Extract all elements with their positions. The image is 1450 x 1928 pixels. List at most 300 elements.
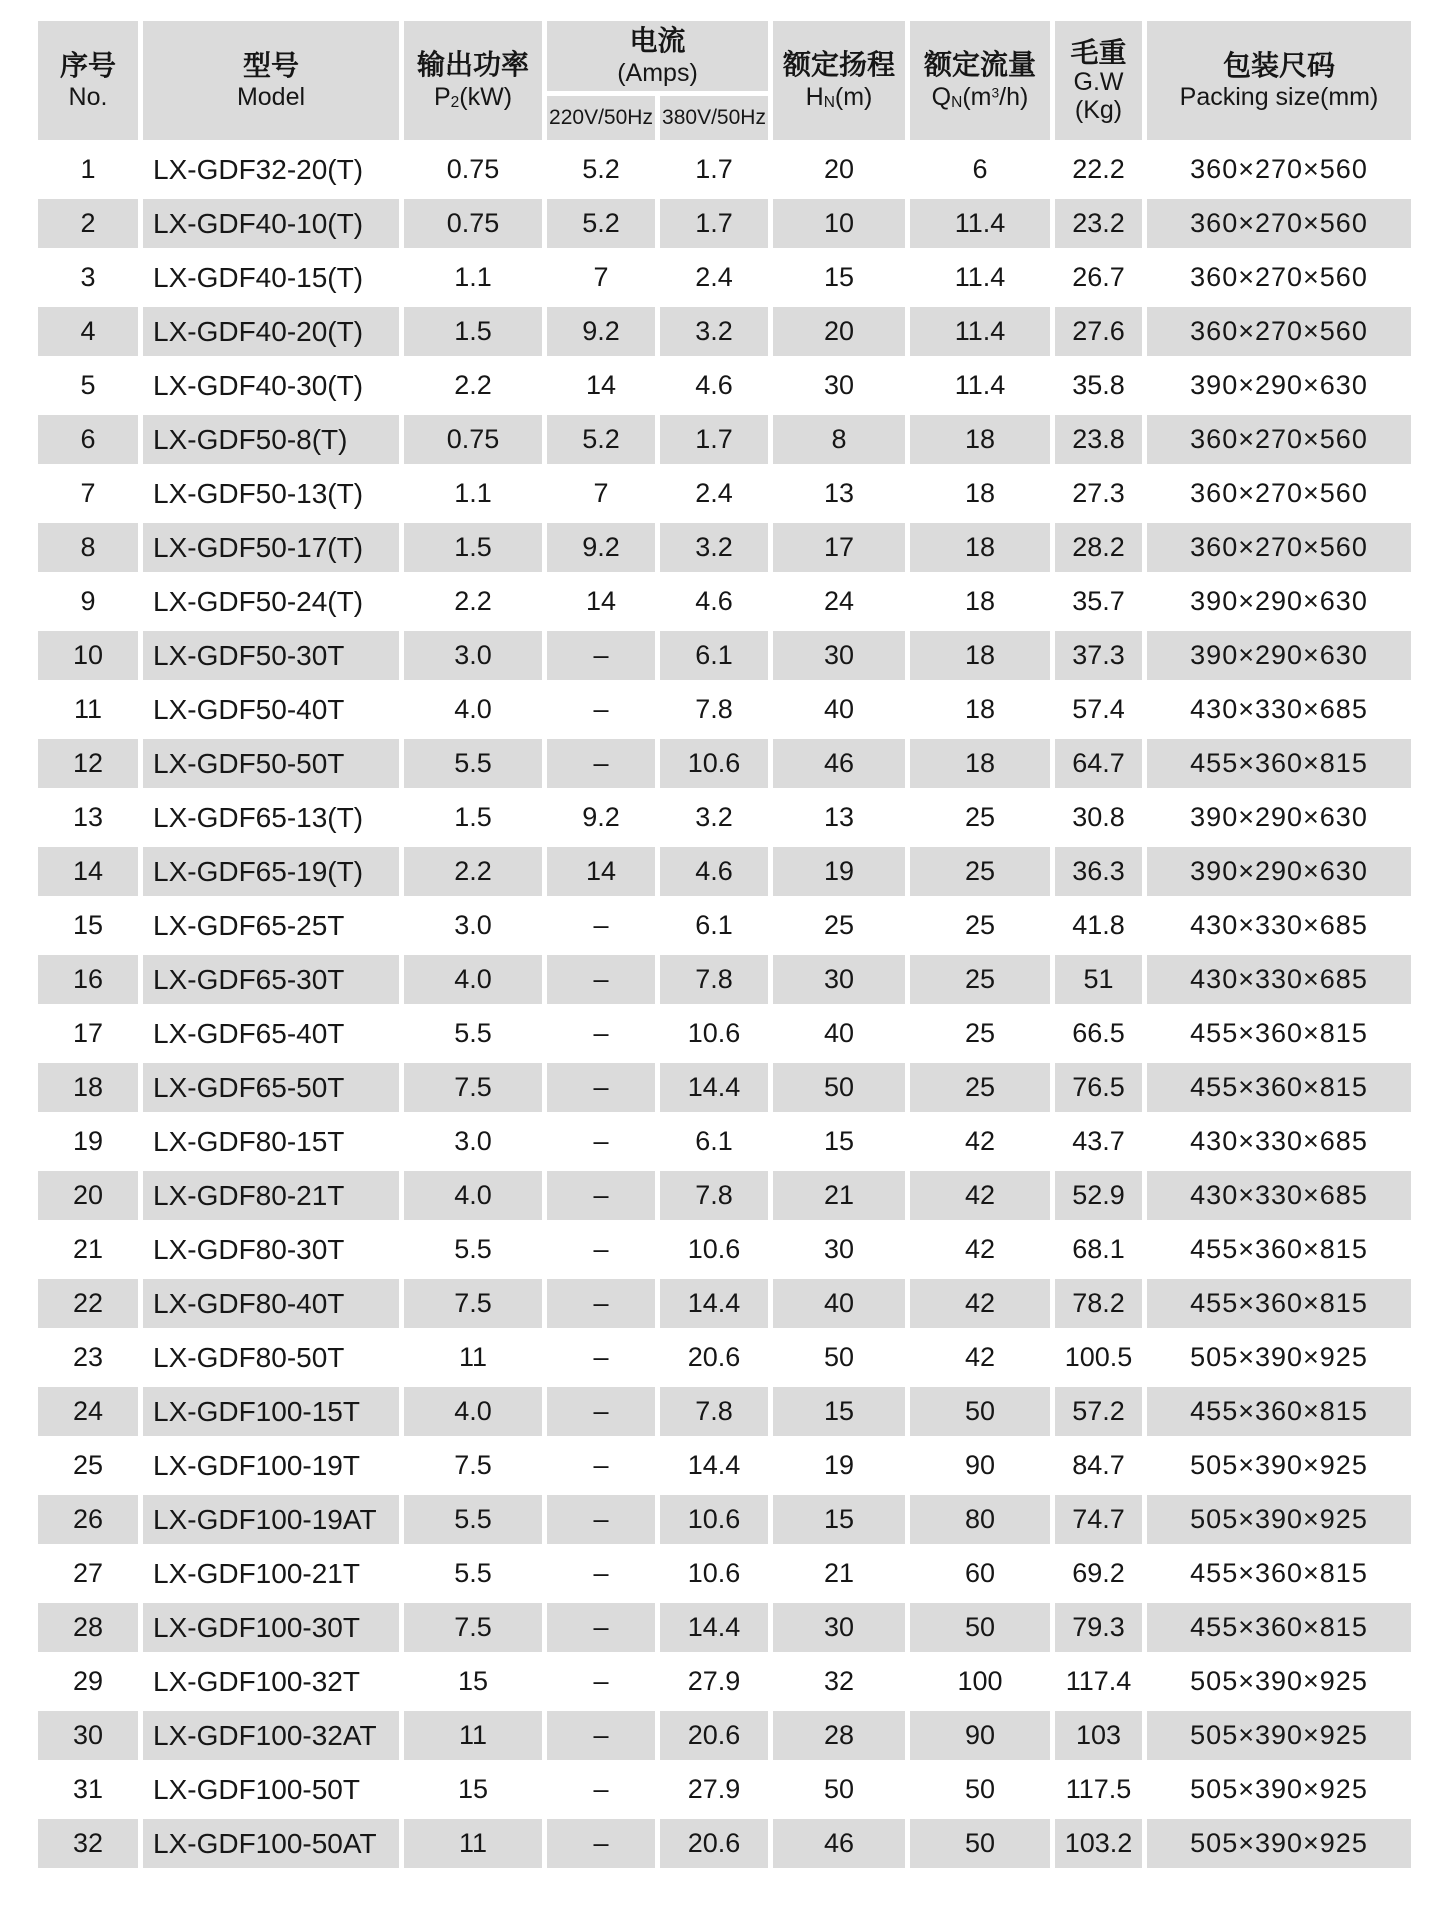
cell-rated-head: 19 <box>773 847 905 896</box>
cell-no: 30 <box>38 1711 138 1760</box>
cell-rated-head: 21 <box>773 1171 905 1220</box>
cell-model: LX-GDF100-21T <box>153 1557 360 1589</box>
cell-no: 31 <box>72 1774 104 1804</box>
cell-packing-size: 360×270×560 <box>1190 478 1368 508</box>
cell-packing-size: 430×330×685 <box>1147 955 1411 1004</box>
cell-gross-weight: 22.2 <box>1072 154 1125 184</box>
cell-gross-weight: 57.4 <box>1072 694 1125 724</box>
cell-gross-weight: 69.2 <box>1072 1558 1125 1588</box>
cell-rated-flow: 42 <box>910 1171 1050 1220</box>
cell-output-power: 11 <box>458 1342 488 1372</box>
cell-output-power: 2.2 <box>404 847 542 896</box>
cell-current-220v: – <box>547 1603 655 1652</box>
col-header-flow <box>910 21 1050 140</box>
cell-current-380v: 27.9 <box>687 1666 741 1696</box>
cell-current-220v: – <box>593 910 609 940</box>
cell-output-power: 5.5 <box>404 739 542 788</box>
cell-model: LX-GDF40-15(T) <box>153 261 364 293</box>
cell-rated-flow: 100 <box>957 1666 1003 1696</box>
table-row <box>38 1495 1411 1544</box>
cell-no: 12 <box>38 739 138 788</box>
cell-gross-weight: 79.3 <box>1055 1603 1142 1652</box>
col-header-packing <box>1147 21 1411 140</box>
col-header-model-en: Model <box>236 83 306 112</box>
cell-model: LX-GDF50-17(T) <box>143 523 399 572</box>
cell-rated-flow: 6 <box>972 154 988 184</box>
cell-current-220v: 9.2 <box>547 523 655 572</box>
cell-packing-size: 430×330×685 <box>1190 694 1368 724</box>
cell-current-220v: – <box>547 1063 655 1112</box>
cell-gross-weight: 100.5 <box>1064 1342 1133 1372</box>
cell-model: LX-GDF50-30T <box>143 631 399 680</box>
cell-no: 10 <box>38 631 138 680</box>
cell-rated-head: 50 <box>823 1774 855 1804</box>
table-row <box>38 1063 1411 1112</box>
cell-output-power: 7.5 <box>404 1063 542 1112</box>
cell-rated-flow: 42 <box>964 1234 996 1264</box>
cell-rated-flow: 42 <box>964 1126 996 1156</box>
cell-packing-size: 455×360×815 <box>1190 1558 1368 1588</box>
cell-current-380v: 10.6 <box>660 1495 768 1544</box>
cell-no: 9 <box>80 586 96 616</box>
cell-rated-head: 46 <box>773 739 905 788</box>
cell-current-220v: 7 <box>593 478 609 508</box>
cell-current-380v: 7.8 <box>695 694 733 724</box>
cell-output-power: 0.75 <box>446 154 500 184</box>
table-row <box>38 523 1411 572</box>
cell-current-220v: – <box>593 1558 609 1588</box>
table-row <box>38 1765 1411 1814</box>
cell-current-220v: – <box>547 1711 655 1760</box>
cell-current-220v: – <box>593 1234 609 1264</box>
cell-current-380v: 20.6 <box>660 1711 768 1760</box>
cell-packing-size: 360×270×560 <box>1147 307 1411 356</box>
cell-rated-head: 30 <box>773 631 905 680</box>
table-row <box>38 1387 1411 1436</box>
cell-gross-weight: 84.7 <box>1072 1450 1125 1480</box>
table-row <box>38 631 1411 680</box>
cell-model: LX-GDF80-30T <box>153 1233 345 1265</box>
cell-current-380v: 27.9 <box>687 1774 741 1804</box>
cell-current-380v: 2.4 <box>695 478 733 508</box>
table-row <box>38 253 1411 302</box>
cell-model: LX-GDF40-30(T) <box>153 369 364 401</box>
cell-current-380v: 1.7 <box>695 154 733 184</box>
cell-gross-weight: 103.2 <box>1055 1819 1142 1868</box>
cell-no: 21 <box>72 1234 104 1264</box>
cell-output-power: 0.75 <box>404 415 542 464</box>
cell-current-380v: 10.6 <box>687 1018 741 1048</box>
cell-model: LX-GDF50-50T <box>143 739 399 788</box>
cell-packing-size: 505×390×925 <box>1190 1450 1368 1480</box>
cell-rated-flow: 18 <box>910 415 1050 464</box>
col-header-model-zh: 型号 <box>242 49 299 81</box>
table-row <box>38 361 1411 410</box>
cell-packing-size: 455×360×815 <box>1147 1603 1411 1652</box>
cell-rated-flow: 11.4 <box>910 307 1050 356</box>
cell-gross-weight: 37.3 <box>1055 631 1142 680</box>
cell-gross-weight: 27.3 <box>1072 478 1125 508</box>
cell-packing-size: 455×360×815 <box>1147 1279 1411 1328</box>
cell-output-power: 11 <box>404 1819 542 1868</box>
cell-model: LX-GDF100-50T <box>153 1773 360 1805</box>
cell-gross-weight: 41.8 <box>1072 910 1125 940</box>
cell-packing-size: 505×390×925 <box>1147 1819 1411 1868</box>
col-header-head <box>773 21 905 140</box>
cell-packing-size: 505×390×925 <box>1147 1495 1411 1544</box>
table-row <box>38 307 1411 356</box>
cell-model: LX-GDF65-30T <box>143 955 399 1004</box>
table-header <box>38 21 1411 140</box>
cell-current-220v: – <box>547 955 655 1004</box>
cell-gross-weight: 35.7 <box>1072 586 1125 616</box>
cell-no: 26 <box>38 1495 138 1544</box>
cell-current-380v: 3.2 <box>660 523 768 572</box>
cell-rated-head: 8 <box>773 415 905 464</box>
cell-no: 4 <box>38 307 138 356</box>
cell-gross-weight: 23.8 <box>1055 415 1142 464</box>
cell-rated-head: 30 <box>823 1234 855 1264</box>
cell-current-380v: 14.4 <box>660 1063 768 1112</box>
cell-current-220v: 9.2 <box>547 307 655 356</box>
cell-packing-size: 455×360×815 <box>1190 1018 1368 1048</box>
cell-gross-weight: 23.2 <box>1055 199 1142 248</box>
col-header-weight-gw: G.W <box>1073 68 1124 97</box>
cell-output-power: 4.0 <box>404 955 542 1004</box>
cell-rated-flow: 50 <box>910 1603 1050 1652</box>
cell-current-380v: 10.6 <box>687 1558 741 1588</box>
cell-no: 8 <box>38 523 138 572</box>
cell-no: 32 <box>38 1819 138 1868</box>
cell-model: LX-GDF50-40T <box>153 693 345 725</box>
cell-no: 23 <box>72 1342 104 1372</box>
cell-rated-head: 13 <box>823 478 855 508</box>
cell-output-power: 4.0 <box>404 1387 542 1436</box>
cell-model: LX-GDF50-8(T) <box>143 415 399 464</box>
cell-rated-flow: 25 <box>910 847 1050 896</box>
cell-current-220v: – <box>593 1666 609 1696</box>
cell-output-power: 1.1 <box>454 262 492 292</box>
col-header-no-zh: 序号 <box>59 49 116 81</box>
cell-rated-flow: 42 <box>910 1279 1050 1328</box>
cell-output-power: 1.5 <box>404 523 542 572</box>
cell-rated-head: 30 <box>773 1603 905 1652</box>
cell-rated-flow: 60 <box>964 1558 996 1588</box>
cell-gross-weight: 51 <box>1055 955 1142 1004</box>
cell-rated-head: 10 <box>773 199 905 248</box>
cell-output-power: 15 <box>457 1774 489 1804</box>
cell-current-220v: 7 <box>593 262 609 292</box>
cell-no: 29 <box>72 1666 104 1696</box>
cell-packing-size: 360×270×560 <box>1147 523 1411 572</box>
cell-current-380v: 10.6 <box>660 739 768 788</box>
cell-rated-head: 30 <box>773 955 905 1004</box>
cell-rated-flow: 18 <box>964 478 996 508</box>
cell-output-power: 15 <box>457 1666 489 1696</box>
col-header-220v: 220V/50Hz <box>547 96 655 140</box>
cell-output-power: 2.2 <box>454 586 492 616</box>
col-header-head-zh: 额定扬程 <box>782 49 895 81</box>
cell-output-power: 7.5 <box>404 1279 542 1328</box>
cell-no: 15 <box>72 910 104 940</box>
table-row <box>38 1333 1411 1382</box>
cell-rated-flow: 50 <box>964 1774 996 1804</box>
cell-current-380v: 7.8 <box>660 1171 768 1220</box>
cell-current-380v: 4.6 <box>660 847 768 896</box>
cell-current-380v: 1.7 <box>660 199 768 248</box>
cell-no: 22 <box>38 1279 138 1328</box>
cell-output-power: 1.1 <box>454 478 492 508</box>
col-header-380v: 380V/50Hz <box>660 96 768 140</box>
col-header-power <box>404 21 542 140</box>
cell-model: LX-GDF100-30T <box>143 1603 399 1652</box>
table-row <box>38 1819 1411 1868</box>
cell-model: LX-GDF80-21T <box>143 1171 399 1220</box>
cell-current-380v: 10.6 <box>687 1234 741 1264</box>
cell-output-power: 5.5 <box>454 1558 492 1588</box>
cell-output-power: 5.5 <box>404 1495 542 1544</box>
cell-rated-head: 28 <box>773 1711 905 1760</box>
cell-packing-size: 430×330×685 <box>1190 910 1368 940</box>
cell-no: 24 <box>38 1387 138 1436</box>
table-row <box>38 1117 1411 1166</box>
cell-rated-head: 15 <box>823 1126 855 1156</box>
cell-current-380v: 1.7 <box>660 415 768 464</box>
cell-current-380v: 6.1 <box>695 910 733 940</box>
cell-current-220v: 14 <box>585 370 617 400</box>
cell-rated-head: 17 <box>773 523 905 572</box>
cell-current-220v: – <box>593 1018 609 1048</box>
cell-packing-size: 505×390×925 <box>1190 1342 1368 1372</box>
cell-no: 5 <box>80 370 96 400</box>
cell-packing-size: 505×390×925 <box>1147 1711 1411 1760</box>
cell-output-power: 5.5 <box>454 1018 492 1048</box>
cell-output-power: 1.5 <box>404 307 542 356</box>
cell-model: LX-GDF65-50T <box>143 1063 399 1112</box>
cell-no: 14 <box>38 847 138 896</box>
table-row <box>38 739 1411 788</box>
cell-packing-size: 505×390×925 <box>1190 1774 1368 1804</box>
cell-packing-size: 430×330×685 <box>1190 1126 1368 1156</box>
cell-model: LX-GDF50-13(T) <box>153 477 364 509</box>
cell-current-380v: 3.2 <box>660 307 768 356</box>
cell-model: LX-GDF100-19AT <box>143 1495 399 1544</box>
cell-gross-weight: 30.8 <box>1072 802 1125 832</box>
col-header-current-zh: 电流 <box>629 25 686 57</box>
cell-model: LX-GDF40-10(T) <box>143 199 399 248</box>
cell-model: LX-GDF65-40T <box>153 1017 345 1049</box>
cell-rated-flow: 18 <box>910 739 1050 788</box>
table-row <box>38 1603 1411 1652</box>
cell-current-220v: – <box>547 1279 655 1328</box>
cell-rated-head: 20 <box>823 154 855 184</box>
cell-no: 11 <box>73 694 103 724</box>
cell-rated-flow: 18 <box>910 523 1050 572</box>
cell-gross-weight: 103 <box>1055 1711 1142 1760</box>
cell-no: 28 <box>38 1603 138 1652</box>
cell-current-380v: 20.6 <box>660 1819 768 1868</box>
cell-model: LX-GDF80-40T <box>143 1279 399 1328</box>
col-header-flow-en: $QN(m^3/h)$ <box>931 83 1029 112</box>
col-header-no <box>38 21 138 140</box>
cell-gross-weight: 66.5 <box>1072 1018 1125 1048</box>
cell-model: LX-GDF65-19(T) <box>143 847 399 896</box>
cell-current-220v: 5.2 <box>547 415 655 464</box>
cell-no: 2 <box>38 199 138 248</box>
pump-spec-table <box>33 16 1416 1873</box>
table-row <box>38 1279 1411 1328</box>
cell-current-220v: – <box>547 1387 655 1436</box>
cell-current-220v: – <box>547 631 655 680</box>
cell-packing-size: 455×360×815 <box>1147 1387 1411 1436</box>
cell-packing-size: 455×360×815 <box>1147 739 1411 788</box>
table-row <box>38 793 1411 842</box>
cell-current-380v: 14.4 <box>660 1279 768 1328</box>
table-row <box>38 1441 1411 1490</box>
cell-no: 3 <box>80 262 96 292</box>
cell-rated-head: 19 <box>823 1450 855 1480</box>
cell-packing-size: 390×290×630 <box>1147 631 1411 680</box>
cell-current-220v: 5.2 <box>582 154 620 184</box>
cell-model: LX-GDF100-32T <box>153 1665 360 1697</box>
table-row <box>38 199 1411 248</box>
cell-model: LX-GDF100-19T <box>153 1449 360 1481</box>
cell-packing-size: 455×360×815 <box>1190 1234 1368 1264</box>
cell-rated-head: 40 <box>823 1018 855 1048</box>
cell-rated-flow: 11.4 <box>954 262 1006 292</box>
cell-current-220v: – <box>593 1774 609 1804</box>
cell-rated-head: 21 <box>823 1558 855 1588</box>
table-row <box>38 415 1411 464</box>
cell-model: LX-GDF40-20(T) <box>143 307 399 356</box>
cell-rated-flow: 90 <box>964 1450 996 1480</box>
table-row <box>38 1225 1411 1274</box>
cell-current-220v: – <box>593 1450 609 1480</box>
cell-packing-size: 390×290×630 <box>1190 802 1368 832</box>
cell-rated-flow: 18 <box>964 586 996 616</box>
cell-no: 25 <box>72 1450 104 1480</box>
cell-gross-weight: 26.7 <box>1072 262 1125 292</box>
cell-rated-head: 40 <box>773 1279 905 1328</box>
cell-rated-flow: 25 <box>910 955 1050 1004</box>
table-row <box>38 685 1411 734</box>
cell-gross-weight: 76.5 <box>1055 1063 1142 1112</box>
cell-output-power: 4.0 <box>404 1171 542 1220</box>
cell-model: LX-GDF32-20(T) <box>153 153 364 185</box>
cell-current-220v: – <box>547 1495 655 1544</box>
cell-output-power: 1.5 <box>454 802 492 832</box>
cell-model: LX-GDF100-15T <box>143 1387 399 1436</box>
cell-rated-flow: 25 <box>910 1063 1050 1112</box>
col-header-flow-zh: 额定流量 <box>923 49 1036 81</box>
cell-model: LX-GDF100-32AT <box>143 1711 399 1760</box>
cell-current-380v: 2.4 <box>695 262 733 292</box>
cell-rated-head: 15 <box>823 262 855 292</box>
col-header-no-en: No. <box>68 83 108 112</box>
cell-gross-weight: 74.7 <box>1055 1495 1142 1544</box>
cell-current-380v: 4.6 <box>695 586 733 616</box>
cell-current-220v: – <box>593 1342 609 1372</box>
col-header-weight-kg: (Kg) <box>1074 96 1123 125</box>
cell-current-220v: 14 <box>547 847 655 896</box>
col-header-model <box>143 21 399 140</box>
cell-packing-size: 390×290×630 <box>1190 370 1368 400</box>
cell-current-380v: 4.6 <box>695 370 733 400</box>
cell-current-220v: – <box>593 694 609 724</box>
cell-output-power: 3.0 <box>404 631 542 680</box>
cell-model: LX-GDF50-24(T) <box>153 585 364 617</box>
table-row <box>38 1711 1411 1760</box>
table-row <box>38 955 1411 1004</box>
cell-rated-flow: 25 <box>964 1018 996 1048</box>
table-row <box>38 847 1411 896</box>
cell-current-380v: 14.4 <box>660 1603 768 1652</box>
cell-rated-head: 25 <box>823 910 855 940</box>
table-body <box>38 145 1411 1868</box>
col-header-packing-en: Packing size(mm) <box>1179 83 1379 112</box>
cell-no: 7 <box>80 478 96 508</box>
cell-output-power: 5.5 <box>454 1234 492 1264</box>
table-row <box>38 1009 1411 1058</box>
cell-model: LX-GDF80-15T <box>153 1125 345 1157</box>
cell-rated-flow: 18 <box>964 694 996 724</box>
cell-model: LX-GDF100-50AT <box>143 1819 399 1868</box>
cell-current-220v: – <box>547 1171 655 1220</box>
cell-rated-head: 40 <box>823 694 855 724</box>
cell-no: 27 <box>72 1558 104 1588</box>
cell-no: 20 <box>38 1171 138 1220</box>
cell-rated-head: 13 <box>823 802 855 832</box>
cell-output-power: 2.2 <box>454 370 492 400</box>
cell-model: LX-GDF65-13(T) <box>153 801 364 833</box>
cell-gross-weight: 43.7 <box>1072 1126 1125 1156</box>
cell-packing-size: 430×330×685 <box>1147 1171 1411 1220</box>
cell-rated-head: 20 <box>773 307 905 356</box>
col-header-head-en: HN(m) <box>805 83 873 112</box>
cell-no: 13 <box>72 802 104 832</box>
cell-rated-head: 15 <box>773 1495 905 1544</box>
cell-rated-head: 50 <box>823 1342 855 1372</box>
cell-rated-flow: 90 <box>910 1711 1050 1760</box>
col-header-current-en: (Amps) <box>617 58 698 87</box>
cell-rated-flow: 11.4 <box>910 199 1050 248</box>
cell-no: 17 <box>72 1018 104 1048</box>
col-header-power-en: P2(kW) <box>433 83 513 112</box>
col-header-weight <box>1055 21 1142 140</box>
table-row <box>38 1549 1411 1598</box>
cell-output-power: 3.0 <box>454 910 492 940</box>
cell-output-power: 7.5 <box>454 1450 492 1480</box>
table-row <box>38 1657 1411 1706</box>
cell-no: 6 <box>38 415 138 464</box>
cell-rated-flow: 50 <box>910 1819 1050 1868</box>
cell-current-380v: 14.4 <box>687 1450 741 1480</box>
cell-rated-flow: 50 <box>910 1387 1050 1436</box>
cell-current-380v: 3.2 <box>695 802 733 832</box>
cell-current-220v: 5.2 <box>547 199 655 248</box>
cell-no: 1 <box>80 154 96 184</box>
cell-output-power: 4.0 <box>454 694 492 724</box>
cell-rated-flow: 42 <box>964 1342 996 1372</box>
cell-gross-weight: 35.8 <box>1072 370 1125 400</box>
cell-rated-head: 32 <box>823 1666 855 1696</box>
cell-gross-weight: 68.1 <box>1072 1234 1125 1264</box>
cell-packing-size: 360×270×560 <box>1190 154 1368 184</box>
cell-packing-size: 360×270×560 <box>1147 199 1411 248</box>
cell-no: 19 <box>72 1126 104 1156</box>
cell-packing-size: 390×290×630 <box>1147 847 1411 896</box>
cell-packing-size: 360×270×560 <box>1190 262 1368 292</box>
